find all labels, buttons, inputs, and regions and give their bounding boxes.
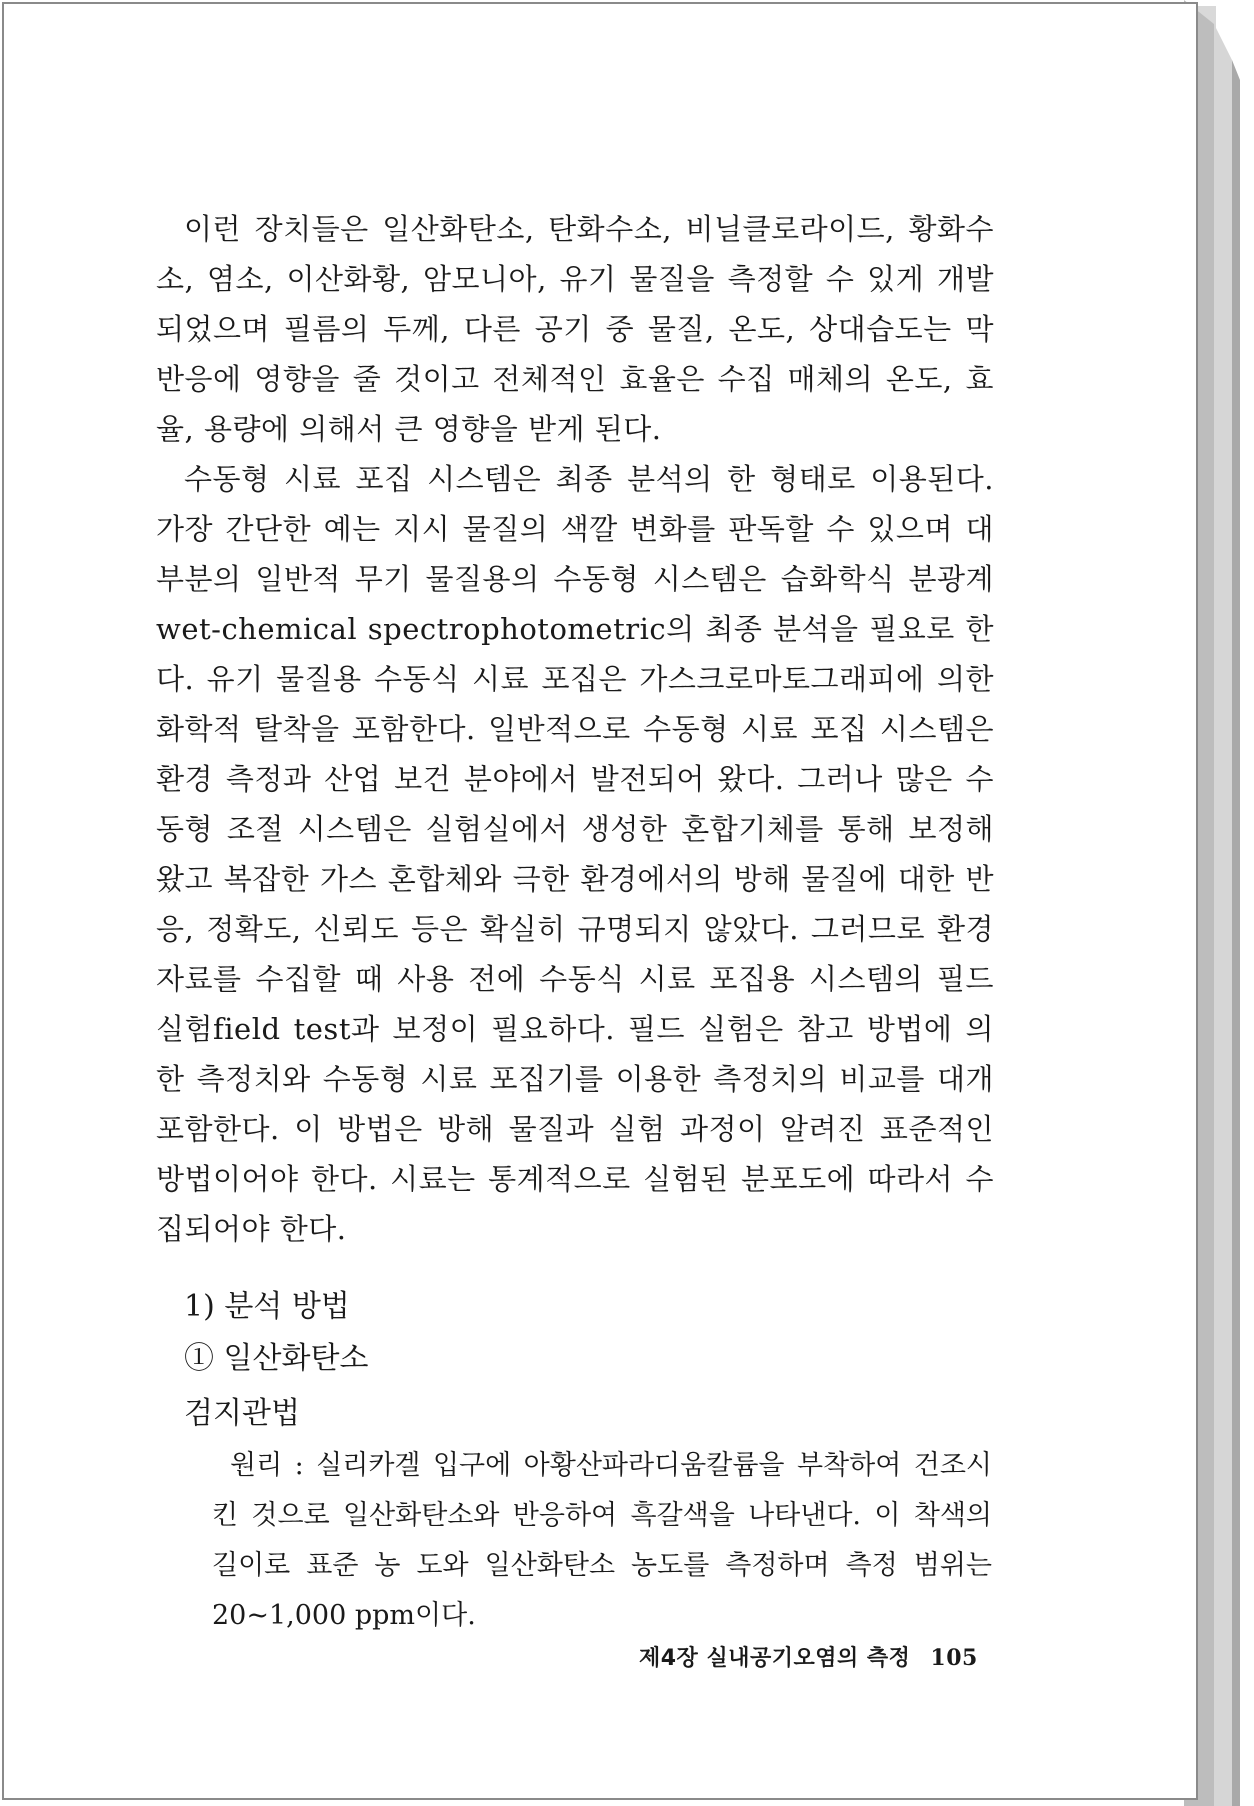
paragraph-2: 수동형 시료 포집 시스템은 최종 분석의 한 형태로 이용된다. 가장 간단한 예는 지시 물질의 색깔 변화를 판독할 수 있으며 대부분의 일반적 무기 물질용의 수동형 시스템은 습화학식 분광계 wet-chemical spectrophotometric의 최종 분석을 필요로 한다. 유기 물질용 수동식 시료 포집은 가스크로마토그래피에 의한 화학적 탈착을 포함한다. 일반적으로 수동형 시료 포집 시스템은 환경 측정과 산업 보건 분야에서 발전되어 왔다. 그러나 많은 수동형 조절 시스템은 실험실에서 생성한 혼합기체를 통해 보정해 왔고 복잡한 가스 혼합체와 극한 환경에서의 방해 물질에 대한 반응, 정확도, 신뢰도 등은 확실히 규명되지 않았다. 그러므로 환경 자료를 수집할 때 사용 전에 수동식 시료 포집용 시스템의 필드 실험field test과 보정이 필요하다. 필드 실험은 참고 방법에 의한 측정치와 수동형 시료 포집기를 이용한 측정치의 비교를 대개 포함한다. 이 방법은 방해 물질과 실험 과정이 알려진 표준적인 방법이어야 한다. 시료는 통계적으로 실험된 분포도에 따라서 수집되어야 한다. [156, 462, 994, 1246]
body-text [156, 204, 994, 1254]
principle-text [212, 1441, 992, 1641]
method-title: 검지관법 [184, 1396, 300, 1431]
chapter-title: 제4장 실내공기오염의 측정 [639, 1646, 911, 1671]
subsection-heading: ① 일산화탄소 [184, 1341, 369, 1376]
principle-paragraph: 원리 : 실리카겔 입구에 아황산파라디움칼륨을 부착하여 건조시킨 것으로 일산화탄소와 반응하여 흑갈색을 나타낸다. 이 착색의 길이로 표준 농 도와 일산화탄소 농도를 측정하며 측정 범위는 20~1,000 ppm이다. [212, 1450, 992, 1631]
page-number: 105 [930, 1645, 978, 1671]
page-footer [639, 1641, 999, 1672]
paragraph-1: 이런 장치들은 일산화탄소, 탄화수소, 비닐클로라이드, 황화수소, 염소, 이산화황, 암모니아, 유기 물질을 측정할 수 있게 개발되었으며 필름의 두께, 다른 공기 중 물질, 온도, 상대습도는 막 반응에 영향을 줄 것이고 전체적인 효율은 수집 매체의 온도, 효율, 용량에 의해서 큰 영향을 받게 된다. [156, 212, 994, 446]
section-heading: 1) 분석 방법 [184, 1289, 350, 1324]
book-page [2, 2, 1198, 1800]
